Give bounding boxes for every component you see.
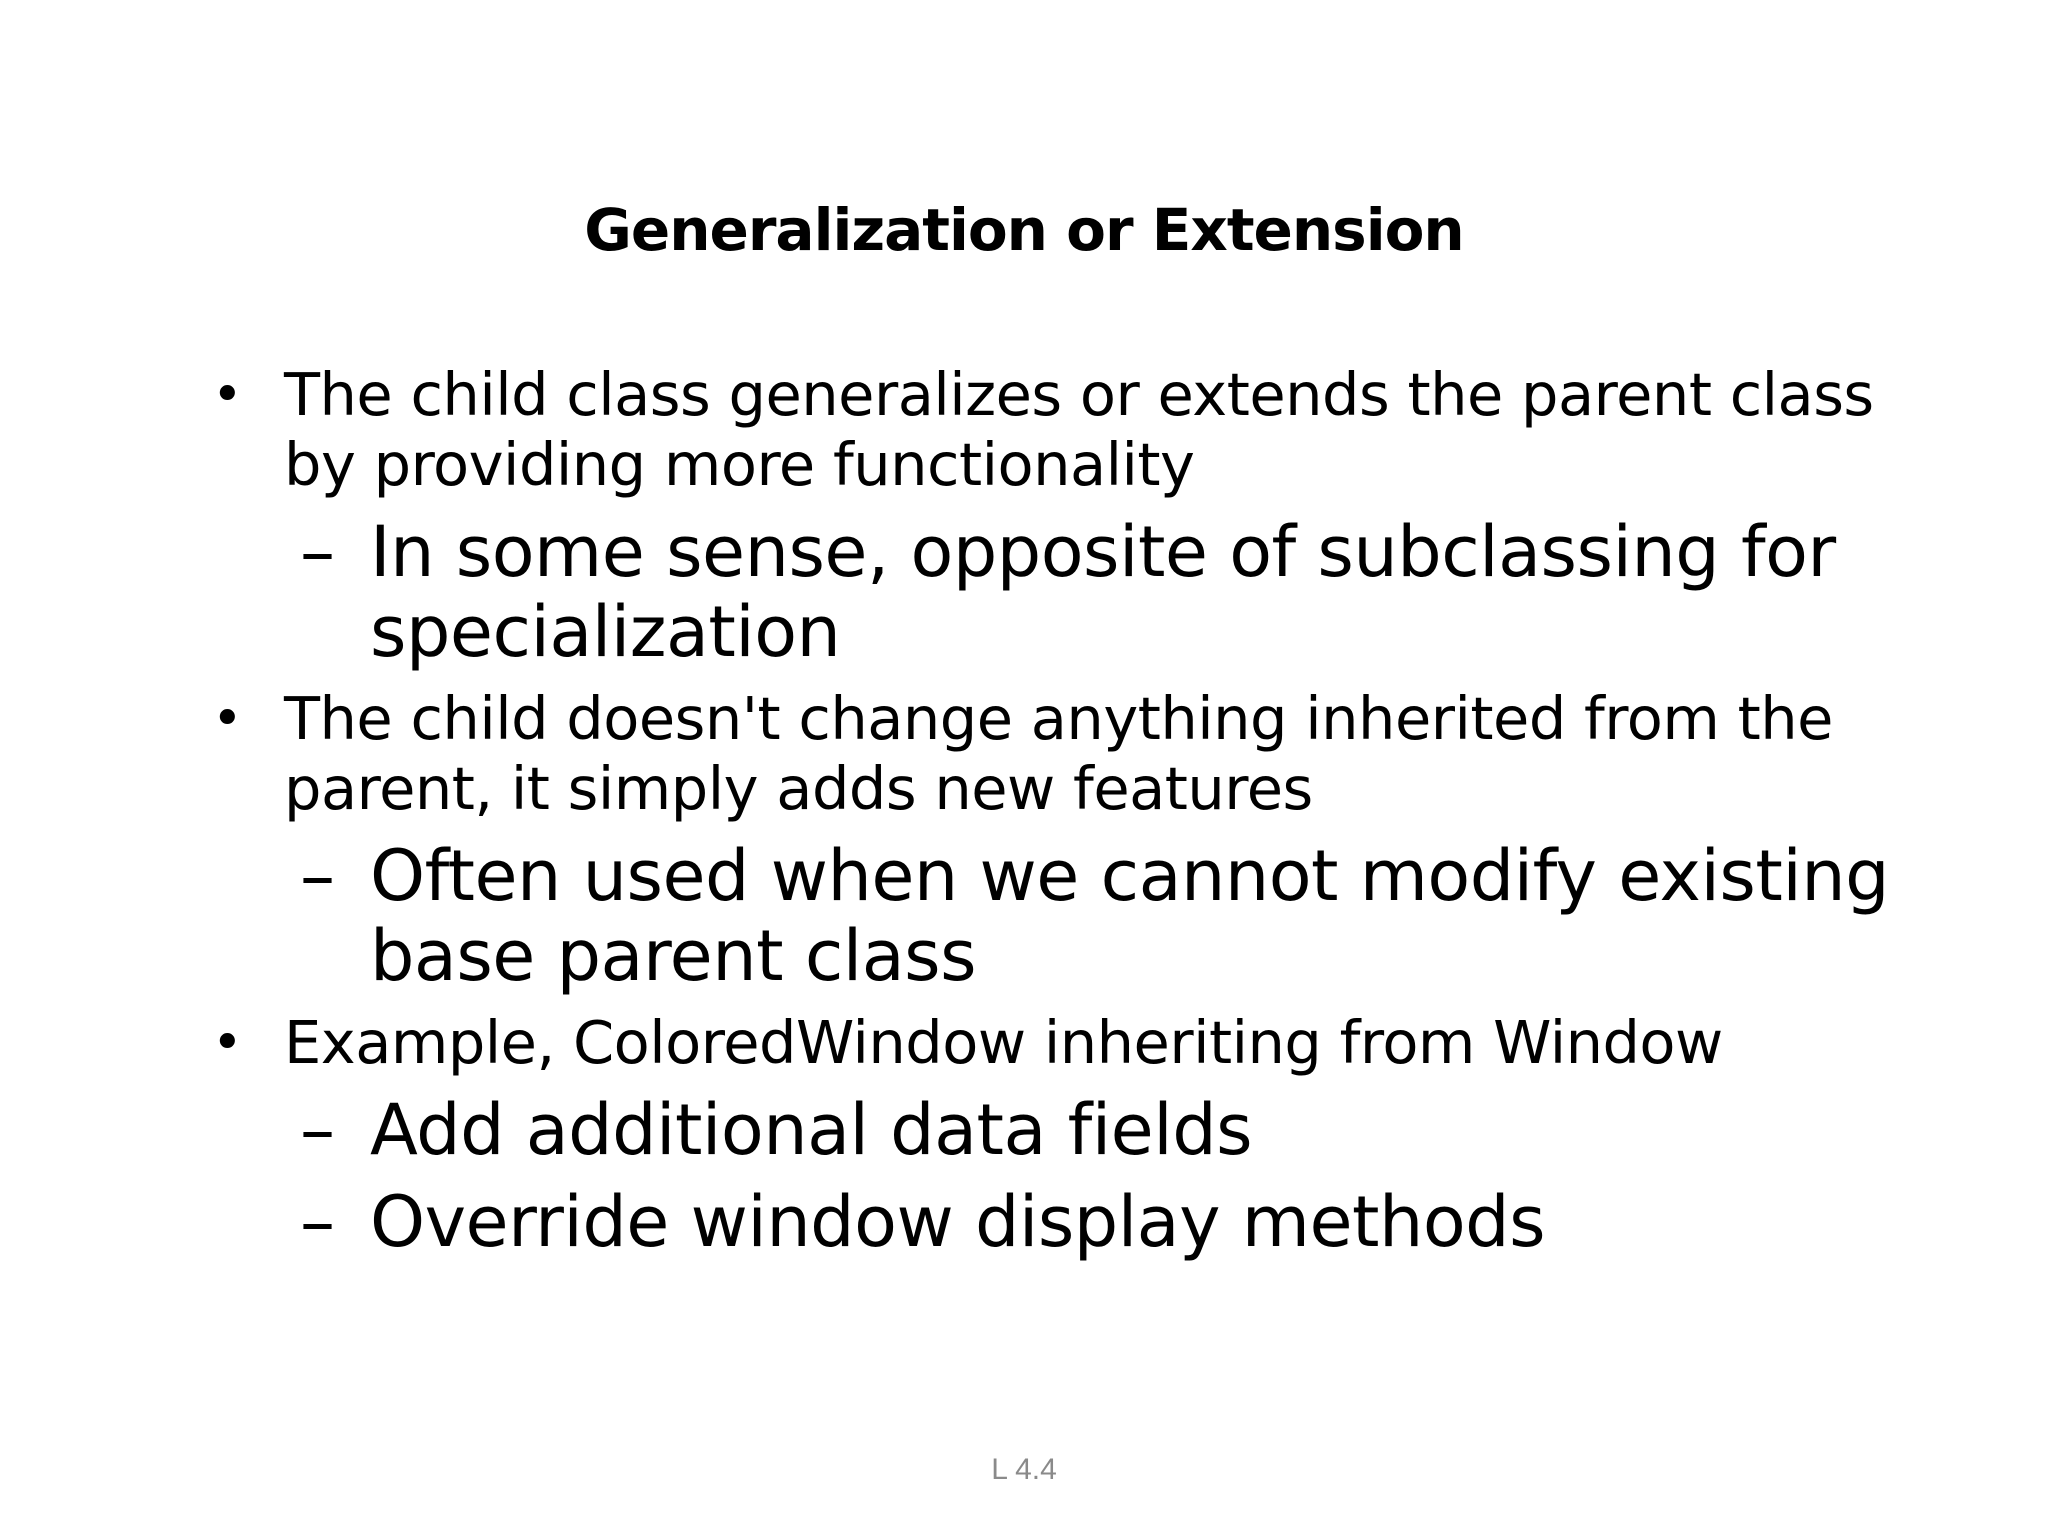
bullet-item bbox=[200, 360, 1960, 500]
slide-title: Generalization or Extension bbox=[584, 196, 1464, 264]
bullet-text: The child class generalizes or extends the parent class by providing more functionality bbox=[284, 360, 1874, 499]
sub-bullet-text: Often used when we cannot modify existing base parent class bbox=[370, 835, 1890, 997]
sub-bullet-text: In some sense, opposite of subclassing for specialization bbox=[370, 511, 1836, 673]
bullet-marker: • bbox=[212, 1013, 243, 1073]
sub-bullet-item bbox=[200, 1182, 1960, 1262]
sub-bullet-item bbox=[200, 836, 1960, 996]
sub-bullet-text: Override window display methods bbox=[370, 1181, 1546, 1263]
bullet-marker: • bbox=[212, 365, 243, 425]
bullet-text: Example, ColoredWindow inheriting from Window bbox=[284, 1008, 1723, 1077]
sub-bullet-item bbox=[200, 512, 1960, 672]
dash-marker: – bbox=[300, 1181, 335, 1263]
sub-bullet-item bbox=[200, 1090, 1960, 1170]
bullet-marker: • bbox=[212, 689, 243, 749]
sub-bullet-text: Add additional data fields bbox=[370, 1089, 1253, 1171]
bullet-item bbox=[200, 1008, 1960, 1078]
slide-footer: L 4.4 bbox=[991, 1453, 1057, 1486]
dash-marker: – bbox=[300, 835, 335, 917]
bullet-text: The child doesn't change anything inherited from the parent, it simply adds new features bbox=[284, 684, 1833, 823]
bullet-list bbox=[200, 360, 1960, 1274]
dash-marker: – bbox=[300, 511, 335, 593]
bullet-item bbox=[200, 684, 1960, 824]
dash-marker: – bbox=[300, 1089, 335, 1171]
